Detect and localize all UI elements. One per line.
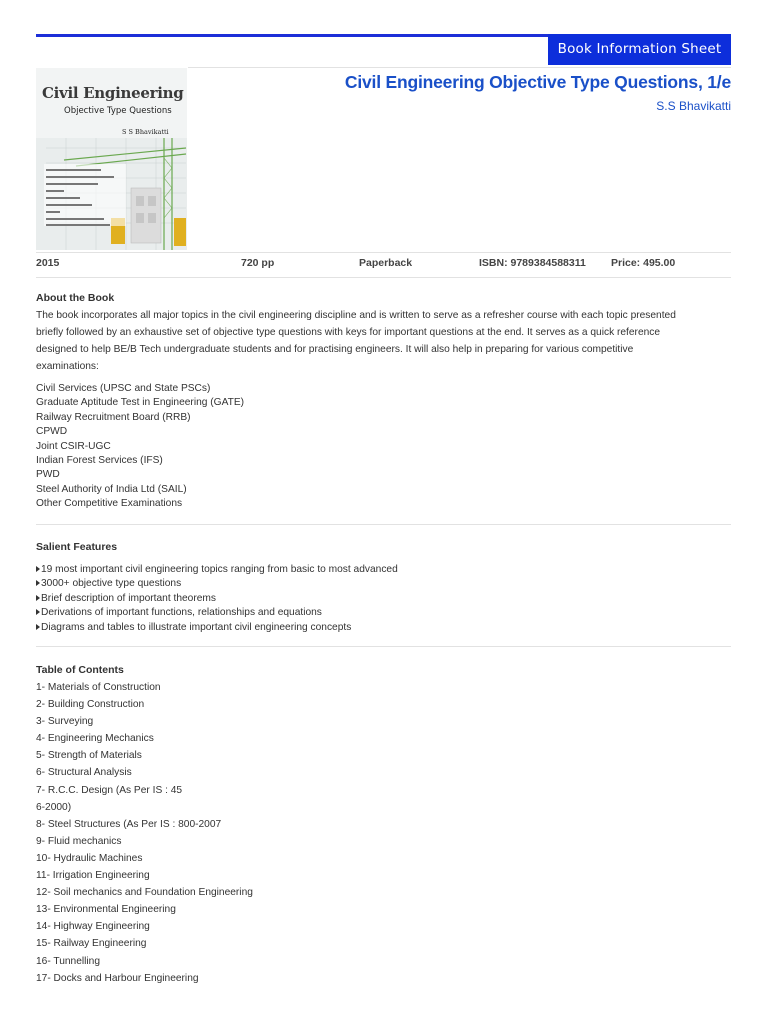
toc-item: 16- Tunnelling — [36, 955, 100, 967]
feature-item — [36, 592, 731, 606]
about-heading: About the Book — [36, 292, 115, 304]
exam-item: Graduate Aptitude Test in Engineering (GATE) — [36, 397, 245, 409]
toc-item: 7- R.C.C. Design (As Per IS : 45 — [36, 784, 183, 796]
exam-item: Steel Authority of India Ltd (SAIL) — [36, 483, 187, 495]
title-rule — [188, 67, 731, 68]
cover-title: Civil Engineering — [42, 84, 184, 102]
feature-text: 3000+ objective type questions — [41, 578, 182, 590]
toc-list — [36, 679, 731, 987]
feature-item — [36, 621, 731, 635]
section-divider — [36, 646, 731, 647]
section-divider — [36, 524, 731, 525]
about-line: examinations: — [36, 361, 99, 372]
book-cover-image — [36, 68, 187, 250]
feature-text: 19 most important civil engineering topics ranging from basic to most advanced — [41, 564, 398, 575]
exam-item: Civil Services (UPSC and State PSCs) — [36, 383, 211, 394]
about-section — [36, 292, 731, 512]
feature-text: Diagrams and tables to illustrate important civil engineering concepts — [41, 621, 352, 633]
toc-item: 2- Building Construction — [36, 699, 145, 711]
toc-item: 9- Fluid mechanics — [36, 835, 122, 847]
exam-item: Other Competitive Examinations — [36, 498, 183, 510]
toc-item: 10- Hydraulic Machines — [36, 852, 143, 864]
toc-item: 4- Engineering Mechanics — [36, 733, 154, 745]
bullet-arrow-icon — [36, 624, 40, 630]
bullet-arrow-icon — [36, 580, 40, 586]
toc-item: 5- Strength of Materials — [36, 750, 142, 762]
book-author: S.S Bhavikatti — [656, 99, 731, 113]
meta-isbn: ISBN: 9789384588311 — [479, 257, 586, 269]
meta-pages: 720 pp — [241, 257, 275, 269]
exam-item: Joint CSIR-UGC — [36, 440, 111, 452]
features-section — [36, 541, 731, 635]
header-badge: Book Information Sheet — [548, 34, 731, 65]
exam-item: CPWD — [36, 426, 68, 438]
exam-item: PWD — [36, 469, 60, 481]
cover-subtitle: Objective Type Questions — [64, 106, 172, 116]
features-list — [36, 563, 731, 635]
toc-item: 3- Surveying — [36, 716, 94, 728]
toc-section — [36, 664, 731, 987]
toc-item: 8- Steel Structures (As Per IS : 800-2007 — [36, 818, 222, 830]
bullet-arrow-icon — [36, 609, 40, 615]
toc-item: 11- Irrigation Engineering — [36, 870, 150, 882]
feature-text: Derivations of important functions, relationships and equations — [41, 607, 322, 619]
about-line: The book incorporates all major topics in the civil engineering discipline and is written to serve as a refresher course with each topic presented — [36, 310, 676, 321]
about-paragraph — [36, 307, 731, 375]
exam-item: Railway Recruitment Board (RRB) — [36, 411, 191, 423]
toc-item: 6-2000) — [36, 801, 72, 813]
features-heading: Salient Features — [36, 541, 118, 553]
toc-item: 13- Environmental Engineering — [36, 904, 176, 916]
meta-price: Price: 495.00 — [611, 257, 676, 269]
toc-item: 14- Highway Engineering — [36, 921, 150, 933]
book-title: Civil Engineering Objective Type Questions, 1/e — [344, 72, 731, 92]
feature-text: Brief description of important theorems — [41, 592, 216, 604]
exam-item: Indian Forest Services (IFS) — [36, 455, 163, 467]
meta-binding: Paperback — [359, 257, 413, 269]
book-meta-row — [36, 252, 731, 278]
toc-item: 15- Railway Engineering — [36, 938, 147, 950]
feature-item — [36, 563, 731, 577]
feature-item — [36, 606, 731, 620]
cover-author: S S Bhavikatti — [122, 128, 169, 136]
toc-item: 12- Soil mechanics and Foundation Engineering — [36, 887, 253, 899]
bullet-arrow-icon — [36, 566, 40, 572]
toc-item: 1- Materials of Construction — [36, 682, 161, 693]
about-line: designed to help BE/B Tech undergraduate students and for practising engineers. It will also help in preparing for various competitive — [36, 344, 634, 355]
toc-item: 6- Structural Analysis — [36, 767, 132, 779]
about-line: briefly followed by an exhaustive set of objective type questions with keys for important questions at the end. It serves as a quick reference — [36, 327, 661, 338]
feature-item — [36, 577, 731, 591]
toc-item: 17- Docks and Harbour Engineering — [36, 972, 199, 984]
bullet-arrow-icon — [36, 595, 40, 601]
meta-year: 2015 — [36, 257, 60, 269]
exam-list — [36, 382, 731, 512]
toc-heading: Table of Contents — [36, 664, 124, 676]
